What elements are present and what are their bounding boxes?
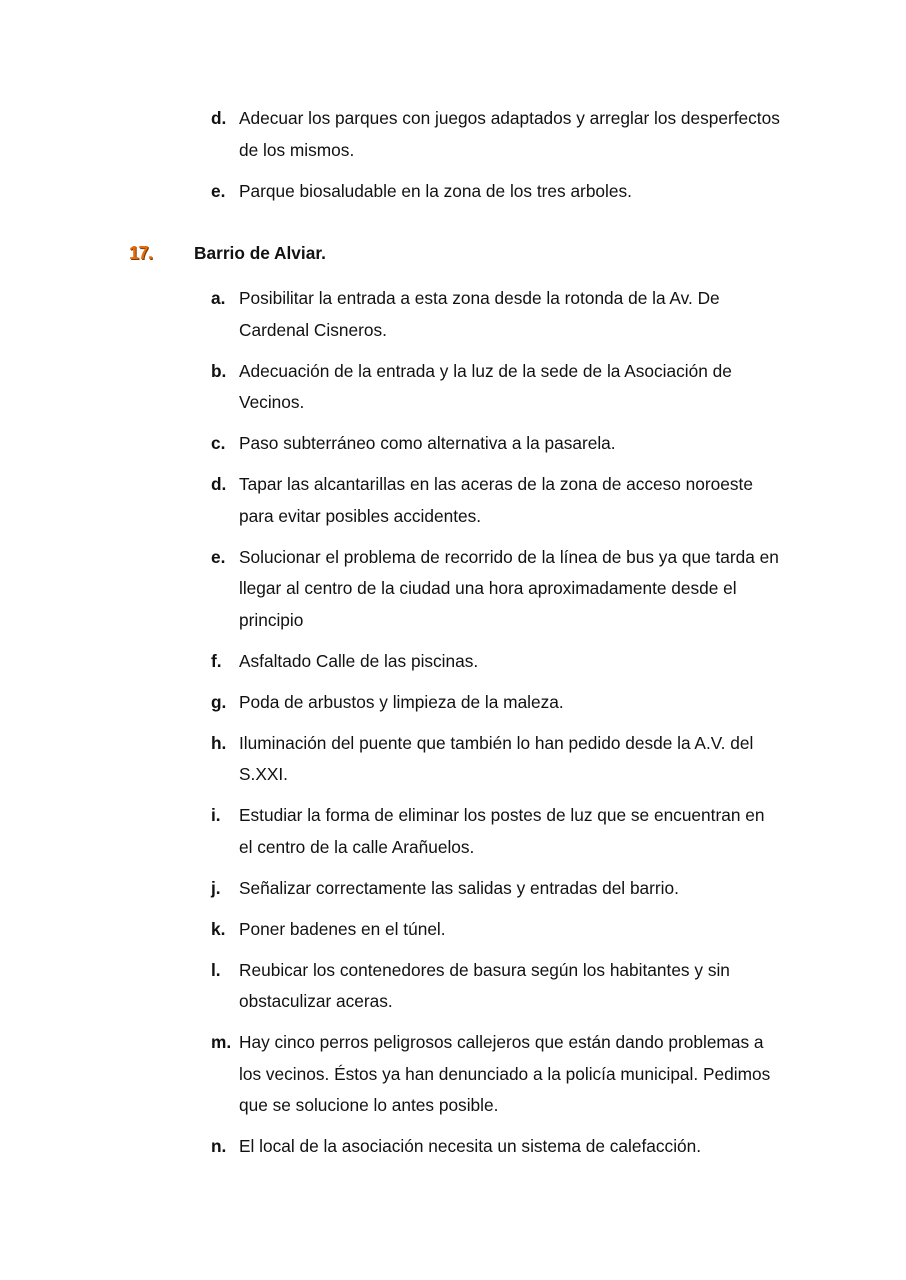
list-item xyxy=(211,646,781,678)
previous-section-list xyxy=(211,103,781,217)
list-marker: f. xyxy=(211,650,222,671)
list-item-text: Iluminación del puente que también lo han pedido desde la A.V. del S.XXI. xyxy=(239,732,754,784)
list-marker: m. xyxy=(211,1032,232,1052)
list-item xyxy=(211,283,781,346)
section-title: Barrio de Alviar. xyxy=(194,243,326,263)
list-item-text: Parque biosaludable en la zona de los tres arboles. xyxy=(239,180,632,201)
list-marker: j. xyxy=(211,877,221,898)
section-list xyxy=(211,283,781,1172)
list-marker: c. xyxy=(211,433,226,453)
list-marker: g. xyxy=(211,691,227,712)
list-item-text: Posibilitar la entrada a esta zona desde la rotonda de la Av. De Cardenal Cisneros. xyxy=(239,288,720,340)
list-marker: a. xyxy=(211,288,226,308)
list-item xyxy=(211,469,781,532)
list-item-text: Estudiar la forma de eliminar los postes de luz que se encuentran en el centro de la calle Arañuelos. xyxy=(239,805,765,857)
section-number: 17. xyxy=(129,243,153,263)
list-item xyxy=(211,1027,781,1122)
list-item-text: El local de la asociación necesita un sistema de calefacción. xyxy=(239,1136,702,1156)
list-item-text: Poner badenes en el túnel. xyxy=(239,918,446,939)
list-item-text: Solucionar el problema de recorrido de la línea de bus ya que tarda en llegar al centro de la ciudad una hora aproximadamente desde el principio xyxy=(239,546,779,630)
list-item xyxy=(211,103,781,166)
list-marker: d. xyxy=(211,108,227,128)
list-item-text: Señalizar correctamente las salidas y entradas del barrio. xyxy=(239,877,679,898)
list-item xyxy=(211,428,781,460)
list-marker: k. xyxy=(211,918,226,939)
list-item-text: Reubicar los contenedores de basura según los habitantes y sin obstaculizar aceras. xyxy=(239,959,730,1011)
list-item xyxy=(211,687,781,719)
list-item xyxy=(211,873,781,905)
list-marker: e. xyxy=(211,180,226,201)
list-marker: d. xyxy=(211,474,227,494)
list-item-text: Adecuación de la entrada y la luz de la sede de la Asociación de Vecinos. xyxy=(239,360,732,412)
list-item xyxy=(211,728,781,791)
list-item-text: Hay cinco perros peligrosos callejeros que están dando problemas a los vecinos. Éstos ya han denunciado a la policía municipal. Pedimos que se solucione lo antes posible. xyxy=(239,1032,771,1115)
list-marker: l. xyxy=(211,959,221,980)
list-item xyxy=(211,542,781,637)
list-item-text: Poda de arbustos y limpieza de la maleza. xyxy=(239,691,564,712)
list-item xyxy=(211,356,781,419)
list-item xyxy=(211,176,781,208)
list-marker: h. xyxy=(211,732,227,753)
list-item-text: Asfaltado Calle de las piscinas. xyxy=(239,650,479,671)
list-marker: n. xyxy=(211,1136,227,1156)
list-item xyxy=(211,955,781,1018)
list-item-text: Paso subterráneo como alternativa a la pasarela. xyxy=(239,433,616,453)
list-marker: e. xyxy=(211,546,226,567)
list-marker: i. xyxy=(211,805,221,825)
list-item-text: Adecuar los parques con juegos adaptados y arreglar los desperfectos de los mismos. xyxy=(239,108,780,160)
list-marker: b. xyxy=(211,360,227,381)
list-item xyxy=(211,1131,781,1163)
list-item xyxy=(211,800,781,863)
list-item-text: Tapar las alcantarillas en las aceras de la zona de acceso noroeste para evitar posibles accidentes. xyxy=(239,474,753,526)
list-item xyxy=(211,914,781,946)
